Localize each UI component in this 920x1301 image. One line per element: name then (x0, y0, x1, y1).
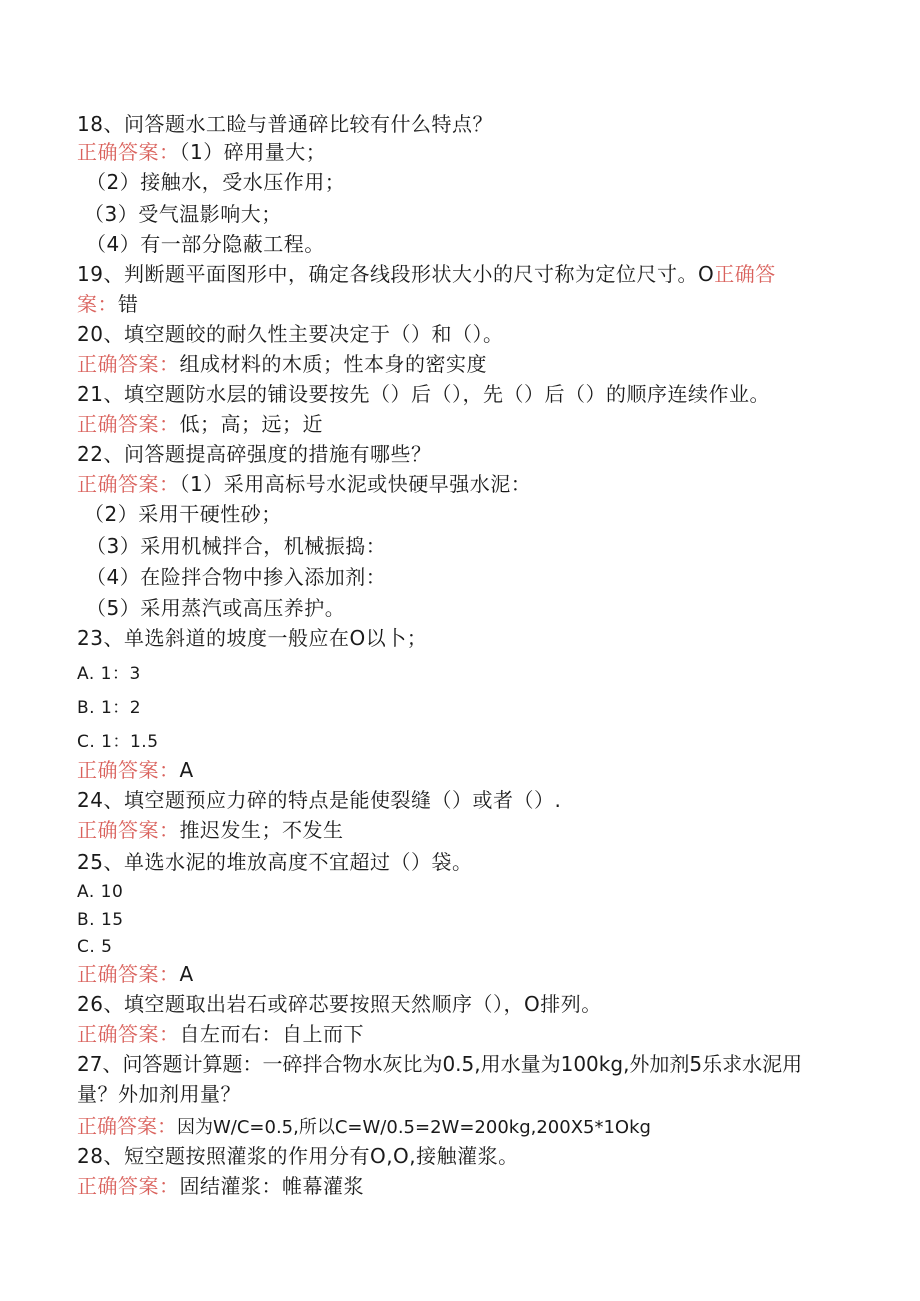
question-25: 25、单选水泥的堆放高度不宜超过（）袋。 (77, 850, 473, 874)
answer-18 (77, 138, 326, 166)
answer-text: A (179, 962, 194, 986)
answer-label: 正确答案： (77, 472, 180, 496)
option-c: C. 1：1.5 (77, 732, 159, 752)
answer-20 (77, 350, 487, 378)
answer-label: 正确答案： (77, 818, 180, 842)
answer-line: （3）受气温影响大； (84, 202, 282, 226)
question-24: 24、填空题预应力碎的特点是能使裂缝（）或者（）. (77, 788, 562, 812)
answer-label: 正确答案： (77, 758, 180, 782)
question-27-cont: 量？外加剂用量？ (77, 1082, 241, 1106)
answer-label: 正确答案： (77, 140, 180, 164)
answer-text: 因为W/C=0.5,所以C=W/0.5=2W=200kg,200X5*1Okg (177, 1117, 651, 1138)
option-b: B. 1：2 (77, 698, 142, 718)
question-26: 26、填空题取出岩石或碎芯要按照天然顺序（），O排列。 (77, 992, 602, 1016)
question-text: 19、判断题平面图形中，确定各线段形状大小的尺寸称为定位尺寸。O (77, 262, 715, 286)
answer-text: 固结灌浆：帷幕灌浆 (179, 1174, 364, 1198)
answer-label: 正确答案： (77, 352, 180, 376)
answer-label: 案： (77, 292, 118, 316)
answer-label: 正确答案： (77, 962, 180, 986)
answer-23 (77, 756, 194, 784)
answer-text: 低；高；远；近 (179, 412, 323, 436)
answer-label: 正确答案： (77, 1114, 177, 1138)
answer-label: 正确答案： (77, 1022, 180, 1046)
option-b: B. 15 (77, 910, 124, 930)
question-27: 27、问答题计算题：一碎拌合物水灰比为0.5,用水量为100kg,外加剂5乐求水泥用 (77, 1052, 803, 1076)
answer-text: 推迟发生；不发生 (179, 818, 344, 842)
answer-line: （2）采用干硬性砂； (84, 502, 282, 526)
question-18: 18、问答题水工睑与普通碎比较有什么特点？ (77, 112, 493, 136)
option-a: A. 1：3 (77, 664, 141, 684)
answer-line: （4）有一部分隐蔽工程。 (86, 232, 325, 256)
answer-26 (77, 1020, 364, 1048)
answer-27 (77, 1112, 651, 1142)
question-22: 22、问答题提高碎强度的措施有哪些？ (77, 442, 432, 466)
question-23: 23、单选斜道的坡度一般应在O以卜； (77, 626, 428, 650)
answer-line: （5）采用蒸汽或高压养护。 (86, 596, 346, 620)
option-c: C. 5 (77, 937, 113, 957)
answer-label: 正确答案： (77, 412, 180, 436)
answer-line: （4）在险拌合物中掺入添加剂： (86, 565, 387, 589)
answer-24 (77, 816, 344, 844)
option-a: A. 10 (77, 882, 124, 902)
answer-text: （1）碎用量大； (179, 140, 327, 164)
answer-21 (77, 410, 323, 438)
answer-text: 自左而右：自上而下 (179, 1022, 364, 1046)
question-21: 21、填空题防水层的铺设要按先（）后（），先（）后（）的顺序连续作业。 (77, 382, 770, 406)
answer-22 (77, 470, 531, 498)
answer-19 (77, 290, 139, 318)
answer-text: （1）采用高标号水泥或快硬早强水泥： (179, 472, 532, 496)
answer-28 (77, 1172, 364, 1200)
answer-text: 组成材料的木质；性本身的密实度 (179, 352, 487, 376)
answer-label: 正确答案： (77, 1174, 180, 1198)
answer-25 (77, 960, 194, 988)
answer-text: A (179, 758, 194, 782)
question-28: 28、短空题按照灌浆的作用分有O,O,接触灌浆。 (77, 1144, 519, 1168)
answer-label: 正确答 (714, 262, 776, 286)
answer-line: （2）接触水，受水压作用； (86, 170, 346, 194)
answer-text: 错 (118, 292, 139, 316)
answer-line: （3）采用机械拌合，机械振捣： (86, 534, 387, 558)
question-19 (77, 260, 776, 288)
question-20: 20、填空题皎的耐久性主要决定于（）和（）。 (77, 322, 504, 346)
